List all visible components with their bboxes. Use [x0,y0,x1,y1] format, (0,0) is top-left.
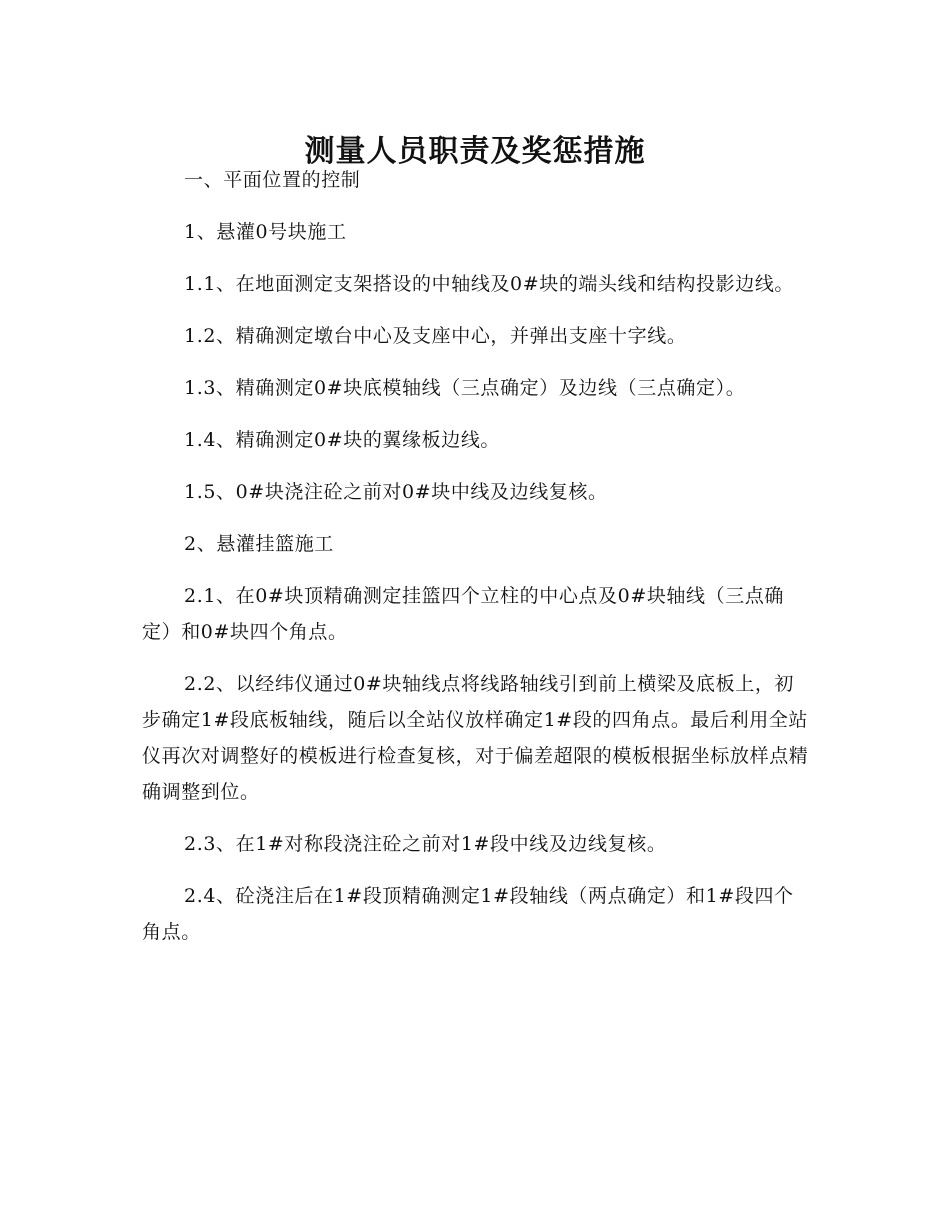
paragraph-2-1: 2.1、在0#块顶精确测定挂篮四个立柱的中心点及0#块轴线（三点确定）和0#块四个角点。 [142,585,785,643]
subsection-heading-block-0-construction: 1、悬灌0号块施工 [184,221,347,243]
paragraph-2-3: 2.3、在1#对称段浇注砼之前对1#段中线及边线复核。 [184,833,667,855]
paragraph-2-2: 2.2、以经纬仪通过0#块轴线点将线路轴线引到前上横梁及底板上，初步确定1#段底板轴线，随后以全站仪放样确定1#段的四角点。最后利用全站仪再次对调整好的模板进行检查复核，对于偏差超限的模板根据坐标放样点精确调整到位。 [142,673,809,803]
paragraph-1-5: 1.5、0#块浇注砼之前对0#块中线及边线复核。 [184,481,608,503]
section-heading-plane-position-control: 一、平面位置的控制 [184,169,361,191]
document-body [142,162,810,966]
subsection-heading-hanging-basket: 2、悬灌挂篮施工 [184,533,334,555]
paragraph-1-4: 1.4、精确测定0#块的翼缘板边线。 [184,429,501,451]
paragraph-1-3: 1.3、精确测定0#块底模轴线（三点确定）及边线（三点确定）。 [184,377,746,399]
paragraph-1-1: 1.1、在地面测定支架搭设的中轴线及0#块的端头线和结构投影边线。 [184,273,795,295]
paragraph-2-4: 2.4、砼浇注后在1#段顶精确测定1#段轴线（两点确定）和1#段四个角点。 [142,885,794,943]
document-title: 测量人员职责及奖惩措施 [304,134,646,170]
paragraph-1-2: 1.2、精确测定墩台中心及支座中心，并弹出支座十字线。 [184,325,687,347]
